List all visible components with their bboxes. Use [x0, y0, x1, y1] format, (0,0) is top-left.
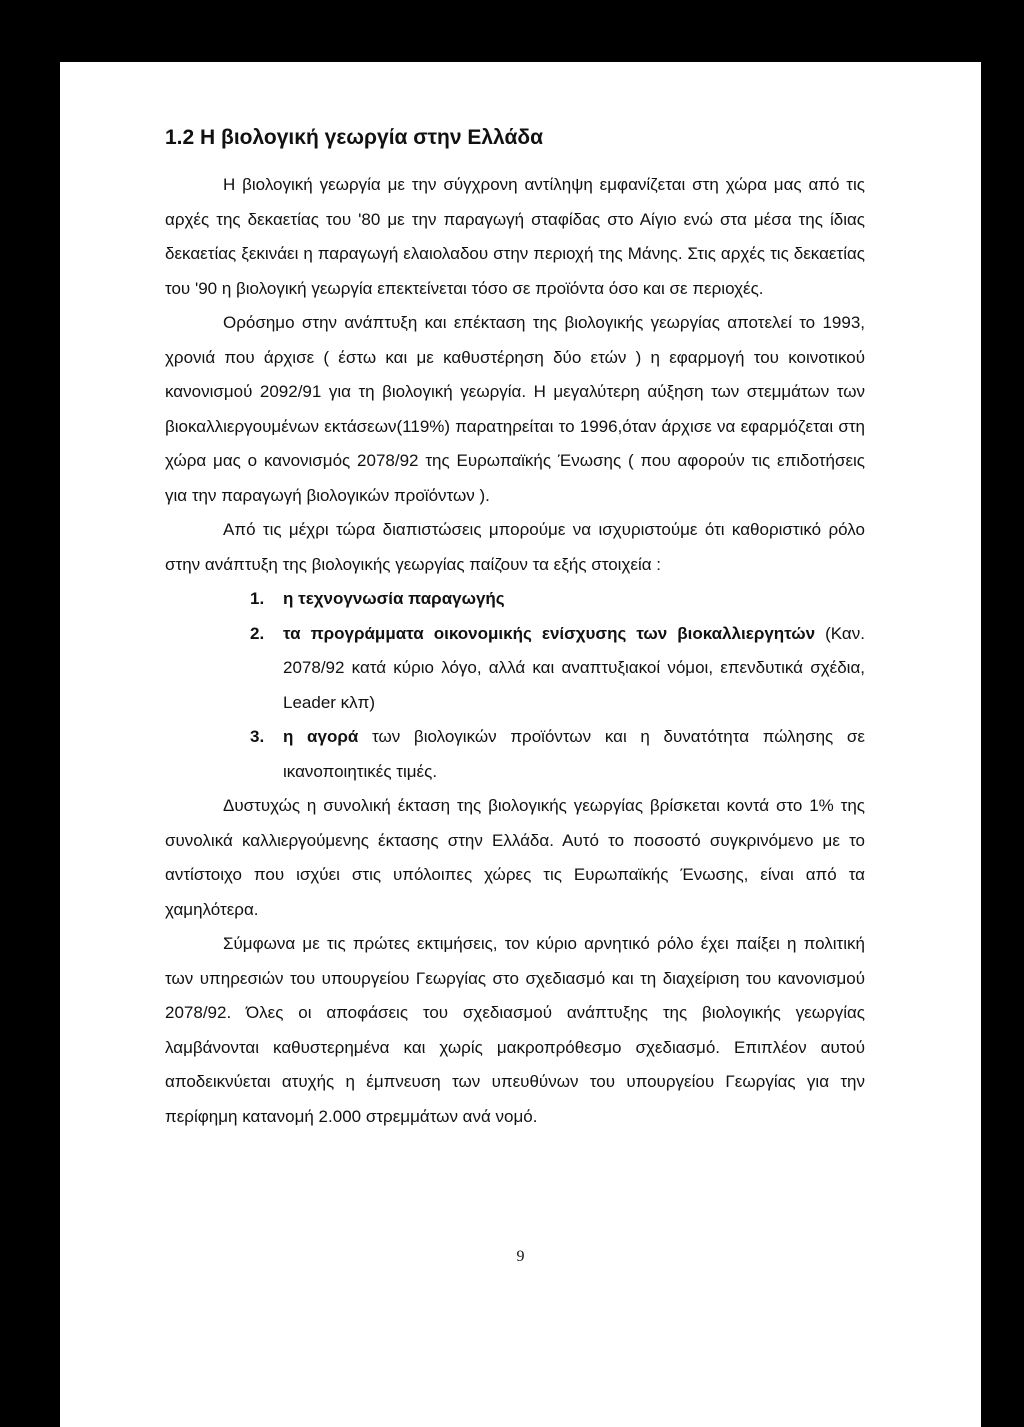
page-content	[165, 118, 865, 1134]
section-heading: 1.2 Η βιολογική γεωργία στην Ελλάδα	[165, 126, 544, 149]
paragraph-factors-intro: Από τις μέχρι τώρα διαπιστώσεις μπορούμε να ισχυριστούμε ότι καθοριστικό ρόλο στην ανάπτυξη της βιολογικής γεωργίας παίζουν τα εξής στοιχεία :	[165, 520, 865, 574]
list-item-bold-text: τα προγράμματα οικονομικής ενίσχυσης των βιοκαλλιεργητών	[283, 623, 816, 643]
list-item-bold-text: η τεχνογνωσία παραγωγής	[283, 589, 505, 608]
document-page	[60, 62, 981, 1427]
list-item	[250, 720, 865, 789]
paragraph-intro: Η βιολογική γεωργία με την σύγχρονη αντίληψη εμφανίζεται στη χώρα μας από τις αρχές της δεκαετίας του '80 με την παραγωγή σταφίδας στο Αίγιο ενώ στα μέσα της ίδιας δεκαετίας ξεκινάει η παραγωγή ελαιολαδου στην περιοχή της Μάνης. Στις αρχές τις δεκαετίας του '90 η βιολογική γεωργία επεκτείνεται τόσο σε προϊόντα όσο και σε περιοχές.	[165, 175, 865, 298]
list-item	[250, 582, 865, 617]
list-item-number: 1.	[250, 589, 265, 608]
list-item-bold-text: η αγορά	[283, 727, 359, 746]
list-item-text: των βιολογικών προϊόντων και η δυνατότητα πώλησης σε ικανοποιητικές τιμές.	[283, 727, 865, 781]
factors-list	[165, 582, 865, 789]
list-item-number: 3.	[250, 727, 265, 746]
list-item-text: (Καν. 2078/92 κατά κύριο λόγο, αλλά και αναπτυξιακοί νόμοι, επενδυτικά σχέδια, Leader κλπ)	[283, 623, 865, 712]
list-item	[250, 617, 865, 721]
paragraph-policy: Σύμφωνα με τις πρώτες εκτιμήσεις, τον κύριο αρνητικό ρόλο έχει παίξει η πολιτική των υπηρεσιών του υπουργείου Γεωργίας στο σχεδιασμό και τη διαχείριση του κανονισμού 2078/92. Όλες οι αποφάσεις του σχεδιασμού ανάπτυξης της βιολογικής γεωργίας λαμβάνονται καθυστερημένα και χωρίς μακροπρόθεσμο σχεδιασμό. Επιπλέον αυτού αποδεικνύεται ατυχής η έμπνευση των υπευθύνων του υπουργείου Γεωργίας για την περίφημη κατανομή 2.000 στρεμμάτων ανά νομό.	[165, 934, 865, 1126]
paragraph-share: Δυστυχώς η συνολική έκταση της βιολογικής γεωργίας βρίσκεται κοντά στο 1% της συνολικά καλλιεργούμενης έκτασης στην Ελλάδα. Αυτό το ποσοστό συγκρινόμενο με το αντίστοιχο που ισχύει στις υπόλοιπες χώρες τις Ευρωπαϊκής Ένωσης, είναι από τα χαμηλότερα.	[165, 796, 865, 919]
page-number: 9	[516, 1248, 525, 1265]
list-item-number: 2.	[250, 623, 265, 643]
paragraph-milestone: Ορόσημο στην ανάπτυξη και επέκταση της βιολογικής γεωργίας αποτελεί το 1993, χρονιά που άρχισε ( έστω και με καθυστέρηση δύο ετών ) η εφαρμογή του κοινοτικού κανονισμού 2092/91 για τη βιολογική γεωργία. Η μεγαλύτερη αύξηση των στεμμάτων των βιοκαλλιεργουμένων εκτάσεων(119%) παρατηρείται το 1996,όταν άρχισε να εφαρμόζεται στη χώρα μας ο κανονισμός 2078/92 της Ευρωπαϊκής Ένωσης ( που αφορούν τις επιδοτήσεις για την παραγωγή βιολογικών προϊόντων ).	[165, 313, 865, 505]
